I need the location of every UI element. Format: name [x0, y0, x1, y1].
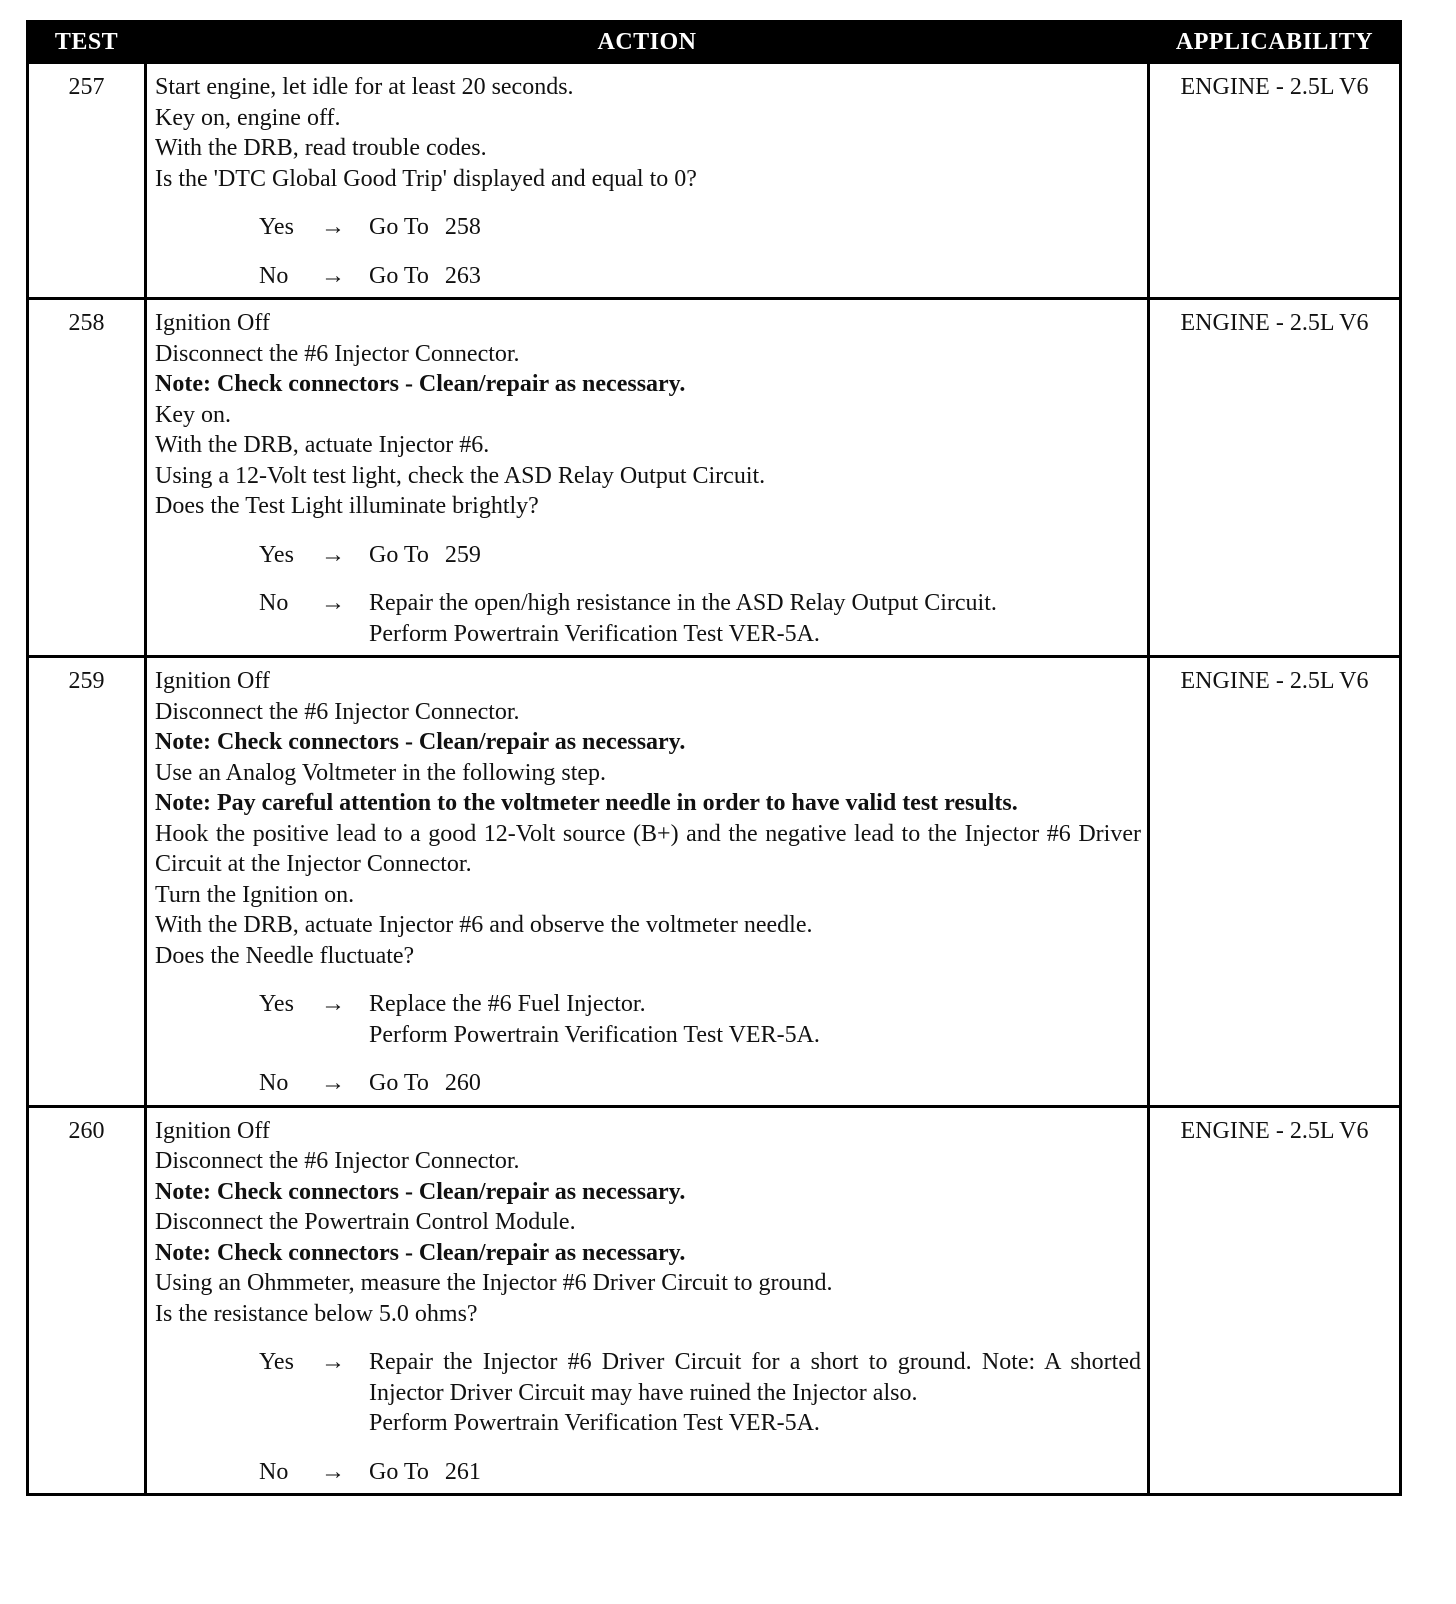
action-line: Does the Test Light illuminate brightly? — [155, 493, 539, 519]
action-line: Does the Needle fluctuate? — [155, 942, 415, 969]
action-line: Ignition Off — [155, 668, 270, 694]
header-action: ACTION — [146, 22, 1149, 63]
action-cell — [146, 63, 1149, 299]
no-label: No — [259, 262, 289, 289]
note-line: Note: Check connectors - Clean/repair as necessary. — [155, 1239, 686, 1266]
yes-result — [369, 1347, 1141, 1439]
table-row-259 — [28, 657, 1401, 1107]
yes-label: Yes — [259, 1349, 294, 1375]
action-line: With the DRB, actuate Injector #6. — [155, 432, 490, 458]
arrow-icon: → — [321, 590, 345, 616]
action-line: Disconnect the #6 Injector Connector. — [155, 1148, 520, 1174]
result-line: Perform Powertrain Verification Test VER-5A. — [369, 620, 820, 647]
goto-number: 259 — [444, 541, 481, 568]
no-branch — [155, 1068, 1141, 1099]
arrow-icon: → — [321, 541, 345, 568]
table-row-260 — [28, 1106, 1401, 1495]
arrow-icon: → — [321, 262, 345, 289]
yes-result — [369, 212, 1141, 243]
result-line: Perform Powertrain Verification Test VER-5A. — [369, 1410, 820, 1436]
action-line: Is the resistance below 5.0 ohms? — [155, 1300, 478, 1327]
header-applicability: APPLICABILITY — [1149, 22, 1401, 63]
action-line: Ignition Off — [155, 1117, 270, 1144]
diagnostic-table-container — [26, 20, 1402, 1496]
header-row — [28, 22, 1401, 63]
action-line: Key on. — [155, 401, 231, 428]
result-line: Repair the open/high resistance in the ASD Relay Output Circuit. — [369, 590, 997, 616]
goto-number: 261 — [444, 1458, 481, 1485]
no-branch — [155, 261, 1141, 292]
action-line: Turn the Ignition on. — [155, 881, 355, 908]
goto-number: 260 — [444, 1070, 481, 1096]
yes-label: Yes — [259, 991, 294, 1017]
no-label: No — [259, 1070, 289, 1096]
applicability-cell: ENGINE - 2.5L V6 — [1149, 657, 1401, 1107]
result-line: Replace the #6 Fuel Injector. — [369, 991, 646, 1017]
result-line: Perform Powertrain Verification Test VER-5A. — [369, 1021, 820, 1048]
diagnostic-test-table — [26, 20, 1402, 1496]
no-result — [369, 261, 1141, 292]
test-number: 258 — [28, 299, 146, 657]
no-label: No — [259, 590, 289, 616]
yes-branch — [155, 540, 1141, 571]
yes-label: Yes — [259, 541, 294, 568]
note-line: Note: Check connectors - Clean/repair as necessary. — [155, 371, 686, 397]
applicability-cell: ENGINE - 2.5L V6 — [1149, 299, 1401, 657]
goto-text: Go To — [369, 1070, 429, 1096]
action-line: With the DRB, actuate Injector #6 and observe the voltmeter needle. — [155, 912, 813, 938]
action-line: Key on, engine off. — [155, 104, 341, 131]
action-line: Use an Analog Voltmeter in the following step. — [155, 759, 607, 786]
action-line: Disconnect the Powertrain Control Module. — [155, 1209, 576, 1235]
goto-text: Go To — [369, 1458, 429, 1485]
applicability-cell: ENGINE - 2.5L V6 — [1149, 63, 1401, 299]
test-number: 259 — [28, 657, 146, 1107]
goto-number: 258 — [444, 214, 481, 240]
yes-result — [369, 989, 1141, 1050]
note-line: Note: Check connectors - Clean/repair as necessary. — [155, 1178, 686, 1205]
action-line: Ignition Off — [155, 310, 270, 336]
arrow-icon: → — [321, 1070, 345, 1096]
action-line: With the DRB, read trouble codes. — [155, 135, 487, 161]
goto-text: Go To — [369, 214, 429, 240]
action-line: Using an Ohmmeter, measure the Injector #6 Driver Circuit to ground. — [155, 1270, 833, 1296]
yes-branch — [155, 212, 1141, 243]
yes-branch — [155, 989, 1141, 1050]
action-line: Disconnect the #6 Injector Connector. — [155, 340, 520, 367]
table-row-257 — [28, 63, 1401, 299]
arrow-icon: → — [321, 1458, 345, 1485]
arrow-icon: → — [321, 214, 345, 240]
action-cell — [146, 657, 1149, 1107]
yes-label: Yes — [259, 214, 294, 240]
test-number: 260 — [28, 1106, 146, 1495]
action-line: Using a 12-Volt test light, check the ASD Relay Output Circuit. — [155, 462, 766, 489]
result-line: Repair the Injector #6 Driver Circuit for a short to ground. Note: A shorted Injector Driver Circuit may have ruined the Injector also. — [369, 1349, 1141, 1406]
action-line: Start engine, let idle for at least 20 seconds. — [155, 74, 574, 100]
action-line: Is the 'DTC Global Good Trip' displayed and equal to 0? — [155, 165, 697, 192]
arrow-icon: → — [321, 1349, 345, 1375]
action-cell — [146, 1106, 1149, 1495]
no-branch — [155, 588, 1141, 649]
arrow-icon: → — [321, 991, 345, 1017]
yes-branch — [155, 1347, 1141, 1439]
note-line: Note: Pay careful attention to the voltmeter needle in order to have valid test results. — [155, 790, 1018, 816]
header-test: TEST — [28, 22, 146, 63]
action-cell — [146, 299, 1149, 657]
no-result — [369, 1457, 1141, 1488]
no-branch — [155, 1457, 1141, 1488]
action-line: Disconnect the #6 Injector Connector. — [155, 698, 520, 725]
applicability-cell: ENGINE - 2.5L V6 — [1149, 1106, 1401, 1495]
goto-text: Go To — [369, 541, 429, 568]
no-result — [369, 1068, 1141, 1099]
no-label: No — [259, 1458, 289, 1485]
no-result — [369, 588, 1141, 649]
goto-text: Go To — [369, 262, 429, 289]
test-number: 257 — [28, 63, 146, 299]
table-row-258 — [28, 299, 1401, 657]
goto-number: 263 — [444, 262, 481, 289]
note-line: Note: Check connectors - Clean/repair as necessary. — [155, 729, 686, 755]
action-line: Hook the positive lead to a good 12-Volt source (B+) and the negative lead to the Injector #6 Driver Circuit at the Injector Connector. — [155, 820, 1141, 877]
yes-result — [369, 540, 1141, 571]
